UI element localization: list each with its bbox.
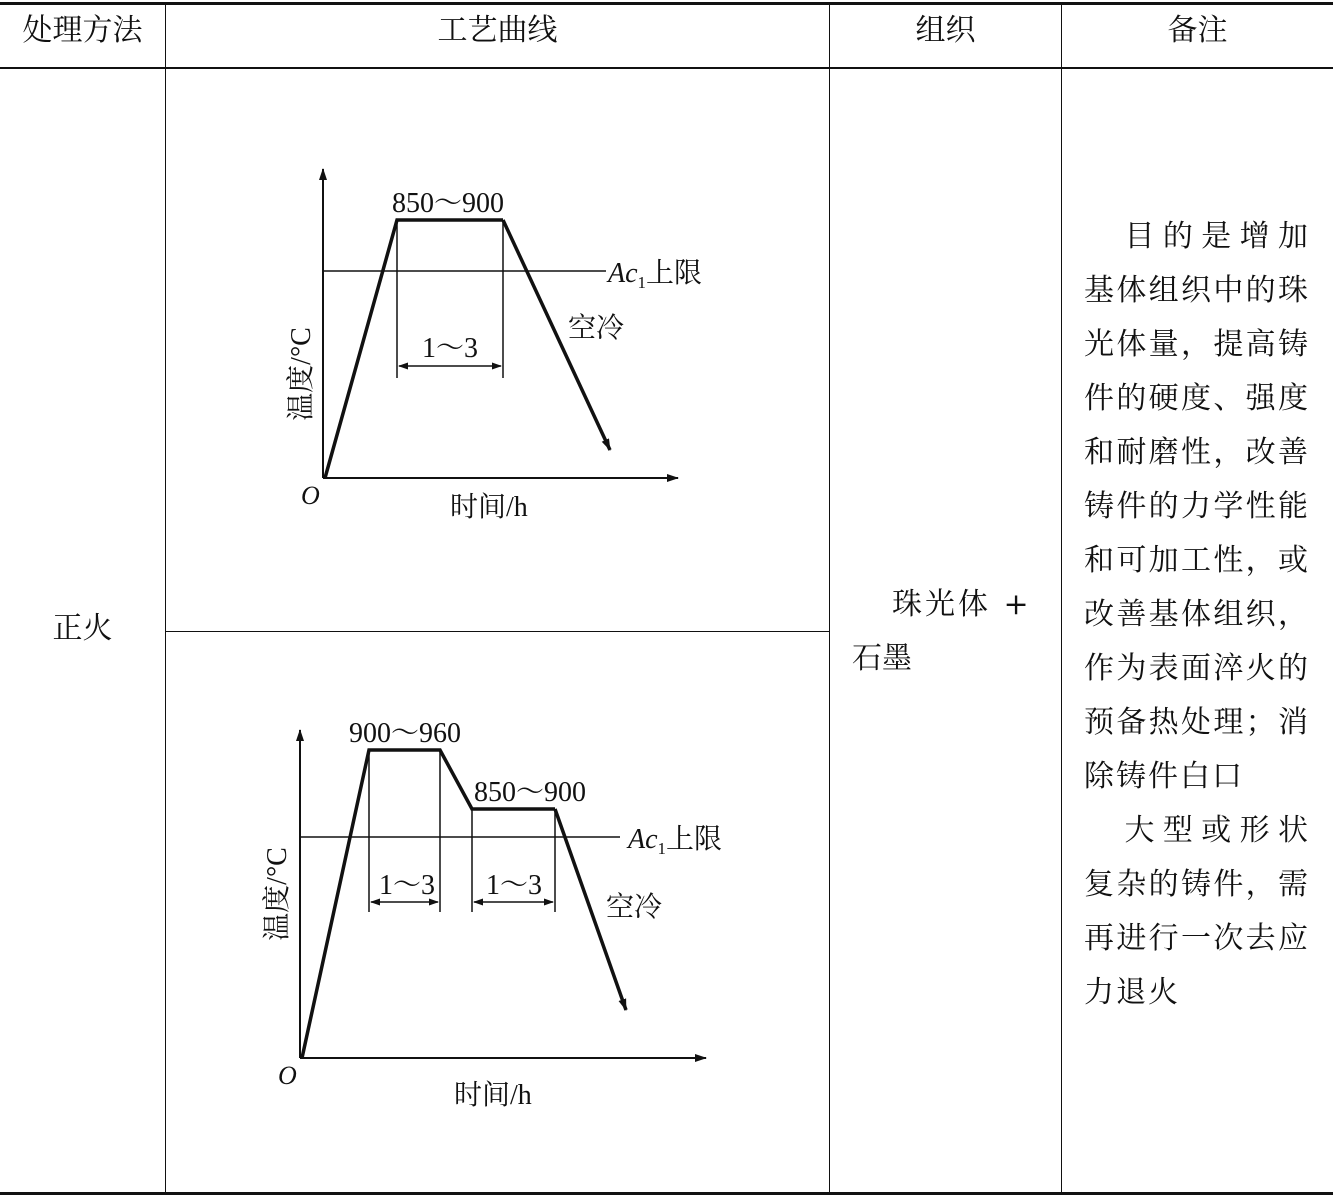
ac1-suffix: 上限 bbox=[666, 824, 723, 855]
table-bottom-rule bbox=[0, 1192, 1333, 1195]
origin-label: O bbox=[278, 1061, 297, 1090]
ac1-label bbox=[606, 257, 702, 292]
header-remarks: 备注 bbox=[1167, 13, 1228, 48]
header-process-curve: 工艺曲线 bbox=[437, 13, 558, 48]
ac1-suffix: 上限 bbox=[646, 258, 703, 289]
stage2-temperature-label: 850～900 bbox=[473, 777, 587, 808]
header-method: 处理方法 bbox=[22, 13, 143, 48]
x-axis-label: 时间/h bbox=[450, 492, 528, 523]
hold-time-label: 1～3 bbox=[421, 333, 479, 364]
stage1-temperature-label: 900～960 bbox=[348, 718, 462, 749]
method-cell: 正火 bbox=[52, 611, 113, 646]
x-axis-label: 时间/h bbox=[454, 1080, 532, 1111]
y-axis-label: 温度/°C bbox=[262, 847, 293, 941]
stage1-time-label: 1～3 bbox=[378, 870, 436, 901]
ac1-symbol: Ac bbox=[628, 824, 658, 855]
remarks-paragraph-2: 大型或形状复杂的铸件，需再进行一次去应力退火 bbox=[1084, 813, 1310, 1010]
ac1-symbol: Ac bbox=[608, 258, 638, 289]
hold-temperature-label: 850～900 bbox=[391, 188, 505, 219]
column-divider-2 bbox=[829, 2, 830, 1194]
table-top-rule bbox=[0, 2, 1333, 5]
remarks-paragraph-1: 目的是增加基体组织中的珠光体量，提高铸件的硬度、强度和耐磨性，改善铸件的力学性能和可加工性，或改善基体组织，作为表面淬火的预备热处理；消除铸件白口 bbox=[1084, 219, 1310, 794]
origin-label: O bbox=[301, 481, 320, 510]
ac1-label bbox=[626, 823, 722, 858]
cooling-label: 空冷 bbox=[606, 892, 663, 923]
y-axis-label: 温度/°C bbox=[286, 327, 317, 421]
ac1-subscript: 1 bbox=[637, 273, 647, 292]
stage2-time-label: 1～3 bbox=[485, 870, 543, 901]
remarks-cell bbox=[1084, 210, 1310, 1020]
structure-line-2: 石墨 bbox=[852, 641, 912, 676]
process-curve-diagram-1 bbox=[166, 69, 829, 631]
ac1-subscript: 1 bbox=[657, 839, 667, 858]
column-divider-3 bbox=[1061, 2, 1062, 1194]
structure-line-1: 珠光体 + bbox=[892, 587, 1032, 622]
cooling-label: 空冷 bbox=[568, 313, 625, 344]
process-curve-diagram-2 bbox=[166, 632, 829, 1192]
header-structure: 组织 bbox=[915, 13, 976, 48]
